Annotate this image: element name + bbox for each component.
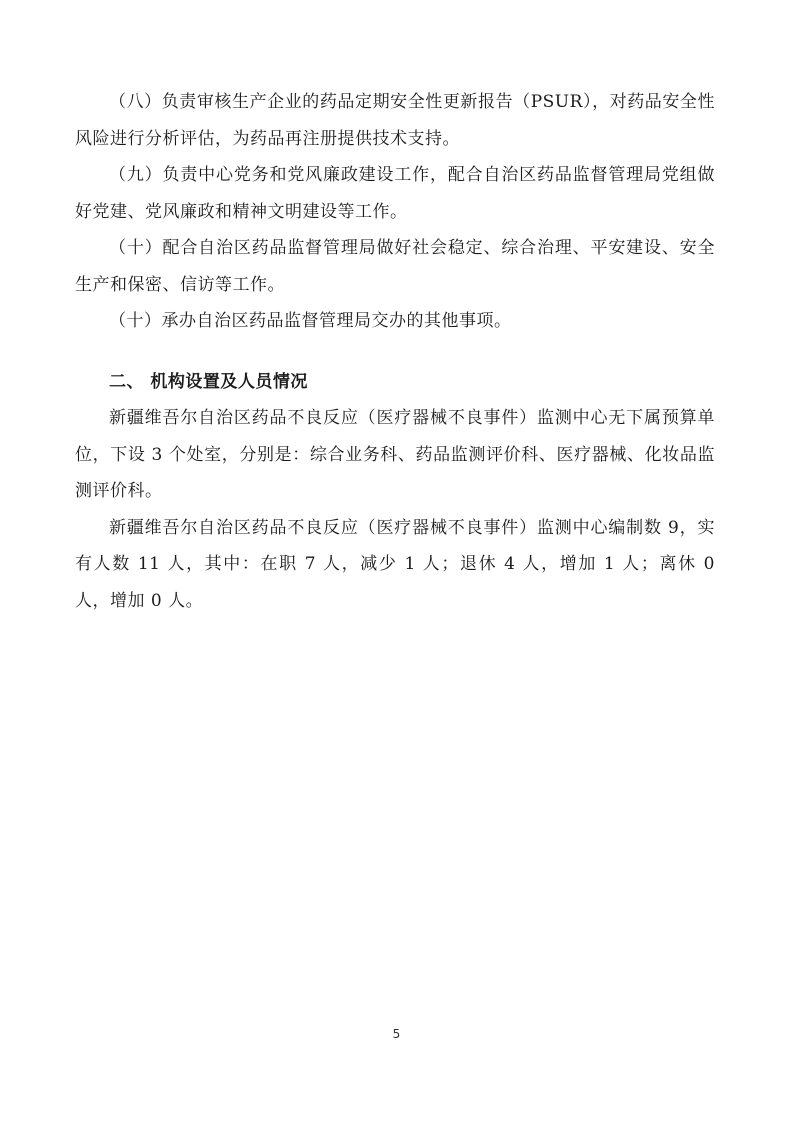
paragraph-item-10b: （十）承办自治区药品监督管理局交办的其他事项。 <box>109 311 512 331</box>
document-page <box>75 84 715 619</box>
paragraph-item-8: （八）负责审核生产企业的药品定期安全性更新报告（PSUR），对药品安全性风险进行分析评估，为药品再注册提供技术支持。 <box>75 92 715 149</box>
paragraph-item-10: （十）配合自治区药品监督管理局做好社会稳定、综合治理、平安建设、安全生产和保密、信访等工作。 <box>75 238 715 295</box>
paragraph-organization-structure: 新疆维吾尔自治区药品不良反应（医疗器械不良事件）监测中心无下属预算单位，下设 3 个处室，分别是：综合业务科、药品监测评价科、医疗器械、化妆品监测评价科。 <box>75 408 715 501</box>
page-number: 5 <box>392 1027 401 1041</box>
paragraph-item-9: （九）负责中心党务和党风廉政建设工作，配合自治区药品监督管理局党组做好党建、党风廉政和精神文明建设等工作。 <box>75 165 715 222</box>
paragraph-staffing: 新疆维吾尔自治区药品不良反应（医疗器械不良事件）监测中心编制数 9，实有人数 11 人，其中：在职 7 人，减少 1 人；退休 4 人，增加 1 人；离休 0 人，增加 0 人。 <box>75 517 715 611</box>
section-heading-organization: 二、 机构设置及人员情况 <box>109 371 308 392</box>
